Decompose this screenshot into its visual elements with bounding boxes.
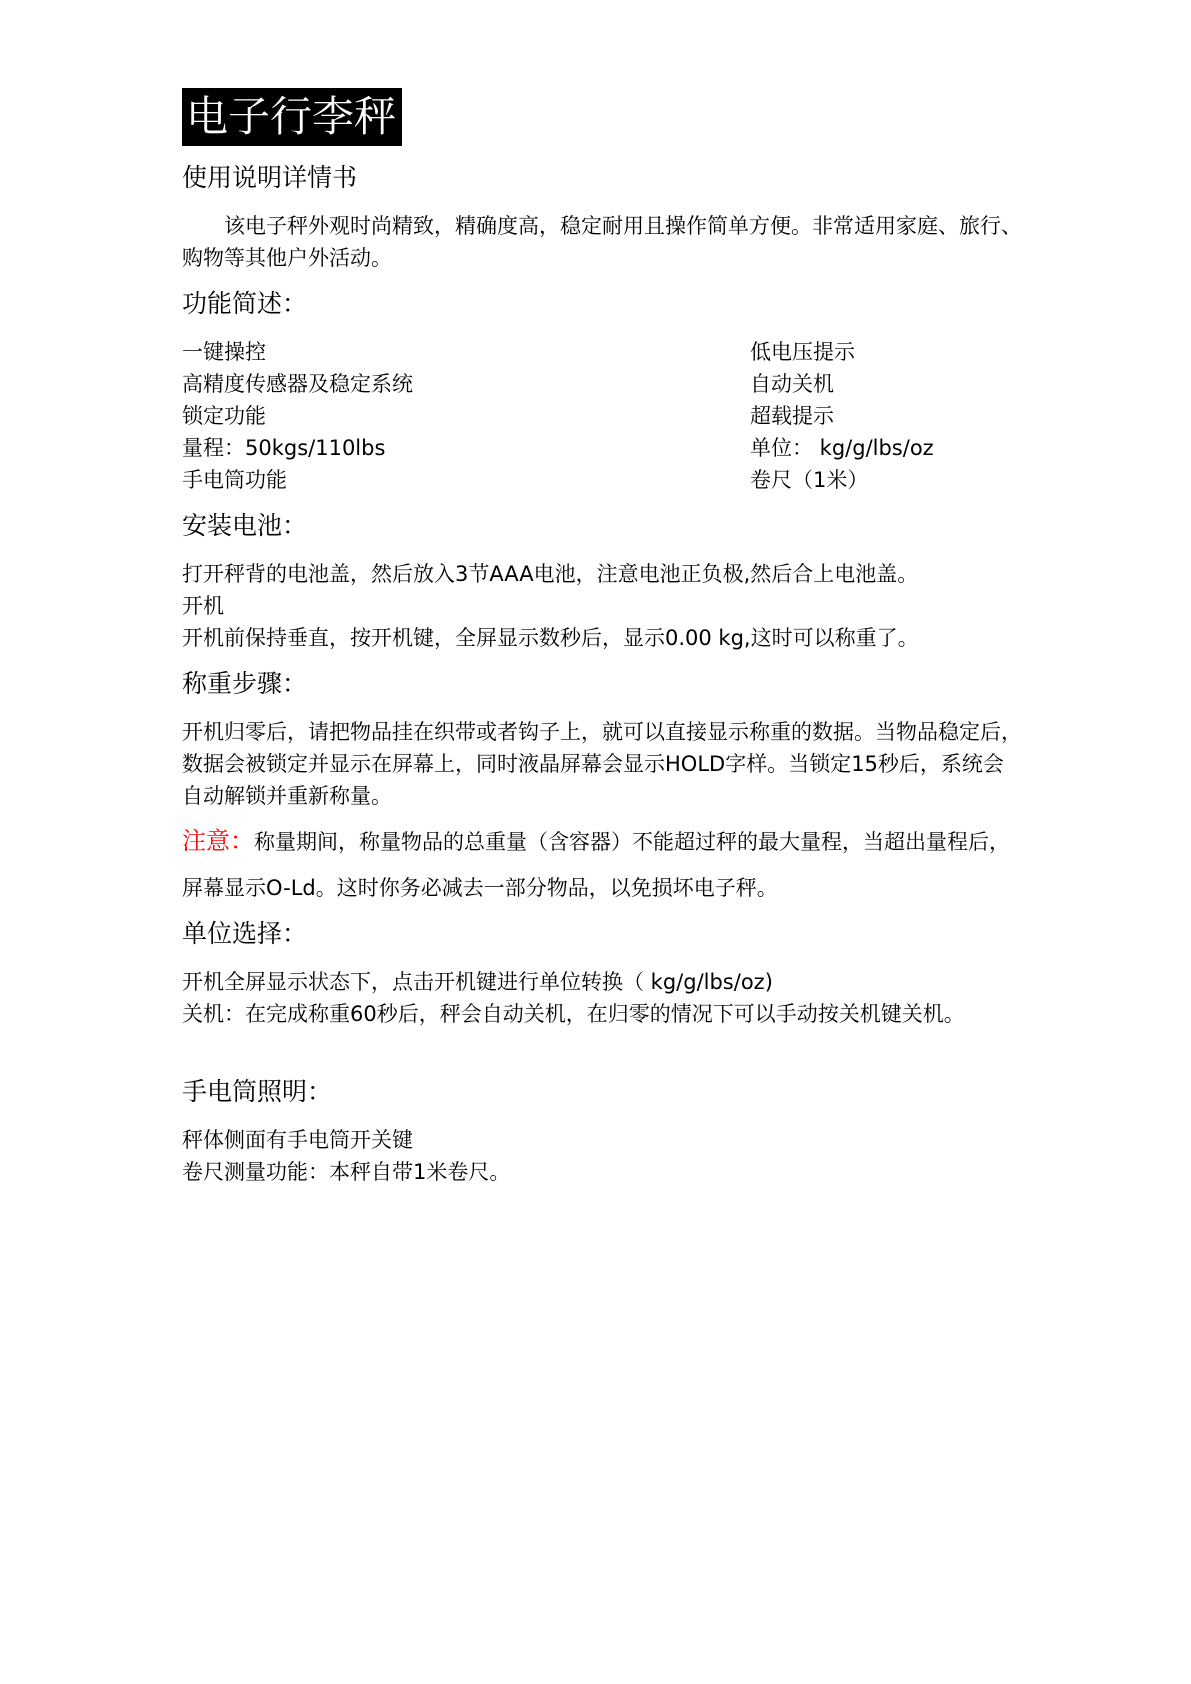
feature-item: 手电筒功能: [182, 468, 287, 492]
flashlight-heading: 手电筒照明：: [182, 1077, 333, 1106]
weighing-heading: 称重步骤：: [182, 669, 308, 698]
units-heading: 单位选择：: [182, 919, 308, 948]
feature-item: 自动关机: [750, 372, 834, 396]
tape-text: 卷尺测量功能：本秤自带1米卷尺。: [182, 1160, 511, 1184]
feature-item: 一键操控: [182, 340, 266, 364]
weighing-note: [182, 818, 1022, 911]
document-subtitle: 使用说明详情书: [182, 163, 358, 192]
battery-text: 打开秤背的电池盖，然后放入3节AAA电池，注意电池正负极,然后合上电池盖。: [182, 562, 919, 586]
power-on-label: 开机: [182, 594, 224, 618]
feature-item: 低电压提示: [750, 340, 855, 364]
units-text: 开机全屏显示状态下，点击开机键进行单位转换（ kg/g/lbs/oz): [182, 970, 773, 994]
feature-item: 单位： kg/g/lbs/oz: [750, 436, 934, 460]
feature-item: 高精度传感器及稳定系统: [182, 372, 413, 396]
feature-item: 量程：50kgs/110lbs: [182, 436, 386, 460]
power-on-text: 开机前保持垂直，按开机键，全屏显示数秒后，显示0.00 kg,这时可以称重了。: [182, 626, 919, 650]
flashlight-text: 秤体侧面有手电筒开关键: [182, 1128, 413, 1152]
document-title: 电子行李秤: [182, 88, 402, 146]
battery-heading: 安装电池：: [182, 511, 308, 540]
note-label: 注意：: [182, 827, 254, 855]
power-off-text: 关机：在完成称重60秒后，秤会自动关机，在归零的情况下可以手动按关机键关机。: [182, 1002, 965, 1026]
feature-item: 超载提示: [750, 404, 834, 428]
intro-paragraph: 该电子秤外观时尚精致，精确度高，稳定耐用且操作简单方便。非常适用家庭、旅行、购物等其他户外活动。: [182, 214, 1022, 270]
features-heading: 功能简述：: [182, 289, 308, 318]
weighing-text: 开机归零后，请把物品挂在织带或者钩子上，就可以直接显示称重的数据。当物品稳定后，数据会被锁定并显示在屏幕上，同时液晶屏幕会显示HOLD字样。当锁定15秒后，系统会自动解锁并重新称量。: [182, 720, 1022, 808]
note-text: 称量期间，称量物品的总重量（含容器）不能超过秤的最大量程，当超出量程后，屏幕显示O-Ld。这时你务必减去一部分物品，以免损坏电子秤。: [182, 830, 1010, 900]
feature-item: 锁定功能: [182, 404, 266, 428]
feature-item: 卷尺（1米）: [750, 468, 869, 492]
